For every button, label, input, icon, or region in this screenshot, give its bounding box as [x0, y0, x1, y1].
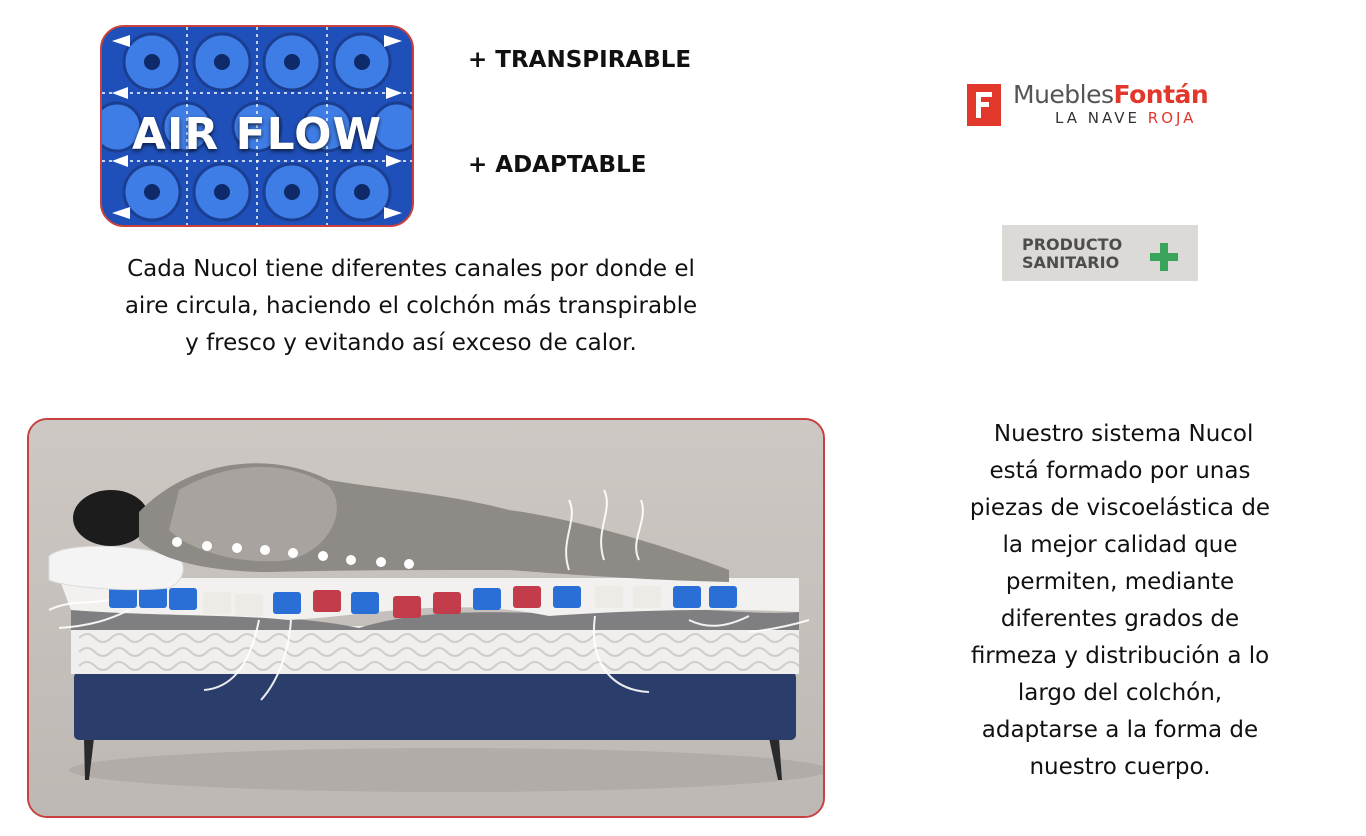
logo-tagline: LA NAVE ROJA [1055, 109, 1197, 127]
description-right [940, 416, 1300, 786]
description-left-line: Cada Nucol tiene diferentes canales por donde el [127, 256, 695, 282]
feature-transpirable: + TRANSPIRABLE [468, 47, 692, 73]
description-right-line: Nuestro sistema Nucol [986, 421, 1254, 447]
description-right-line: nuestro cuerpo. [1029, 754, 1211, 780]
feature-adaptable: + ADAPTABLE [468, 152, 647, 178]
description-right-line: permiten, mediante [1005, 569, 1235, 595]
description-right-line: largo del colchón, [1017, 680, 1223, 706]
description-right-line: la mejor calidad que [1002, 532, 1238, 558]
description-left-line: y fresco y evitando así exceso de calor. [185, 330, 637, 356]
logo-mark-icon [967, 84, 1001, 126]
description-right-line: está formado por unas [989, 458, 1251, 484]
medical-cross-icon [1150, 243, 1178, 275]
sanitario-text: PRODUCTO SANITARIO [1022, 235, 1123, 272]
mattress-graphic [29, 420, 823, 816]
air-flow-title: AIR FLOW [131, 109, 383, 160]
mattress-illustration [27, 418, 825, 818]
logo-wordmark: MueblesFontán [1013, 80, 1209, 109]
producto-sanitario-badge [1002, 225, 1198, 281]
description-right-line: diferentes grados de [1000, 606, 1240, 632]
description-right-line: piezas de viscoelástica de [969, 495, 1271, 521]
description-left [90, 251, 732, 362]
description-right-line: adaptarse a la forma de [981, 717, 1259, 743]
description-left-line: aire circula, haciendo el colchón más transpirable [124, 293, 698, 319]
muebles-fontan-logo [967, 82, 1237, 128]
air-flow-badge [100, 25, 414, 227]
description-right-line: firmeza y distribución a lo [970, 643, 1270, 669]
